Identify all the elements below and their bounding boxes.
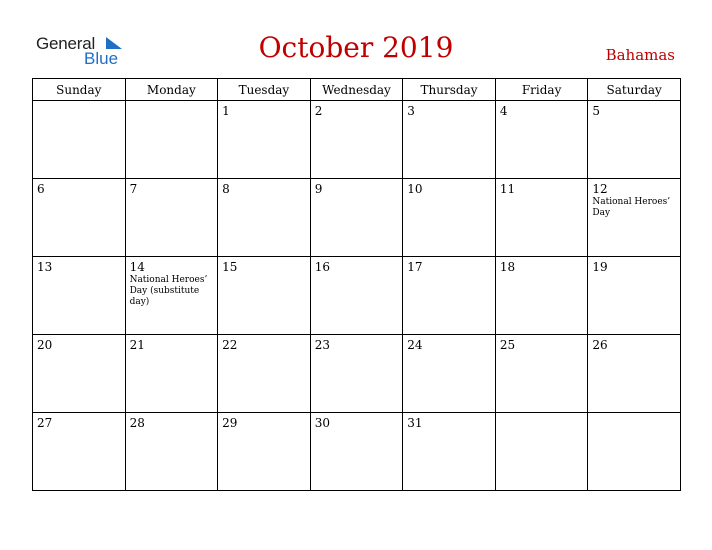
day-cell — [125, 257, 218, 335]
day-cell — [125, 413, 218, 491]
day-cell — [33, 335, 126, 413]
day-cell — [495, 257, 588, 335]
weekday-header: Sunday — [33, 79, 126, 101]
day-cell — [218, 413, 311, 491]
day-number: 30 — [314, 416, 330, 430]
day-cell — [218, 179, 311, 257]
day-number: 18 — [499, 260, 516, 274]
holiday-label: National Heroes’ Day (substitute day) — [129, 275, 208, 307]
day-number: 24 — [407, 338, 423, 352]
logo-general-text: General — [36, 34, 96, 53]
day-number: 26 — [592, 338, 608, 352]
weekday-header: Monday — [125, 79, 218, 101]
weekday-header: Tuesday — [218, 79, 311, 101]
day-cell — [125, 101, 218, 179]
day-cell — [33, 413, 126, 491]
day-cell — [125, 335, 218, 413]
day-number: 6 — [37, 182, 45, 196]
day-number: 14 — [129, 260, 145, 274]
day-cell — [403, 413, 496, 491]
day-cell — [310, 413, 403, 491]
day-number: 7 — [129, 182, 138, 196]
day-number: 12 — [592, 182, 608, 196]
day-number: 10 — [407, 182, 423, 196]
day-cell — [310, 101, 403, 179]
day-number: 27 — [37, 416, 53, 430]
weekday-header: Thursday — [403, 79, 496, 101]
day-cell — [125, 179, 218, 257]
country-name: Bahamas — [605, 46, 675, 64]
day-number: 4 — [499, 104, 508, 118]
day-number: 9 — [314, 182, 323, 196]
day-number: 28 — [129, 416, 145, 430]
day-number: 19 — [592, 260, 608, 274]
week-row — [33, 179, 681, 257]
day-number: 2 — [314, 104, 323, 118]
week-row — [33, 101, 681, 179]
day-number: 16 — [314, 260, 330, 274]
day-cell — [403, 101, 496, 179]
day-cell — [33, 257, 126, 335]
day-cell — [495, 179, 588, 257]
day-cell — [218, 101, 311, 179]
logo-blue-text: Blue — [84, 49, 119, 68]
day-cell — [218, 257, 311, 335]
week-row — [33, 413, 681, 491]
day-number: 15 — [222, 260, 238, 274]
day-cell — [310, 335, 403, 413]
day-number: 25 — [499, 338, 516, 352]
day-number: 13 — [37, 260, 53, 274]
day-number: 5 — [592, 104, 601, 118]
day-cell — [588, 101, 681, 179]
day-cell — [588, 257, 681, 335]
day-number: 29 — [222, 416, 238, 430]
weekday-header: Wednesday — [310, 79, 403, 101]
day-number: 17 — [407, 260, 423, 274]
day-number: 31 — [407, 416, 423, 430]
day-number: 8 — [222, 182, 230, 196]
day-cell — [33, 101, 126, 179]
day-cell — [588, 413, 681, 491]
day-cell — [588, 179, 681, 257]
day-cell — [218, 335, 311, 413]
day-cell — [403, 179, 496, 257]
weekday-header: Saturday — [588, 79, 681, 101]
holiday-label: National Heroes’ Day — [592, 197, 671, 218]
day-number: 23 — [314, 338, 330, 352]
day-number: 11 — [499, 182, 516, 196]
day-number: 22 — [222, 338, 238, 352]
calendar-grid — [32, 78, 681, 491]
weekday-header: Friday — [495, 79, 588, 101]
day-number: 20 — [37, 338, 53, 352]
week-row — [33, 335, 681, 413]
day-number: 21 — [129, 338, 145, 352]
day-number: 1 — [222, 104, 230, 118]
day-cell — [33, 179, 126, 257]
week-row — [33, 257, 681, 335]
day-cell — [495, 413, 588, 491]
day-cell — [495, 335, 588, 413]
weekday-header-row — [33, 79, 681, 101]
day-cell — [495, 101, 588, 179]
day-cell — [310, 257, 403, 335]
day-cell — [403, 257, 496, 335]
day-number: 3 — [407, 104, 415, 118]
day-cell — [403, 335, 496, 413]
day-cell — [588, 335, 681, 413]
month-title: October 2019 — [258, 31, 454, 64]
day-cell — [310, 179, 403, 257]
